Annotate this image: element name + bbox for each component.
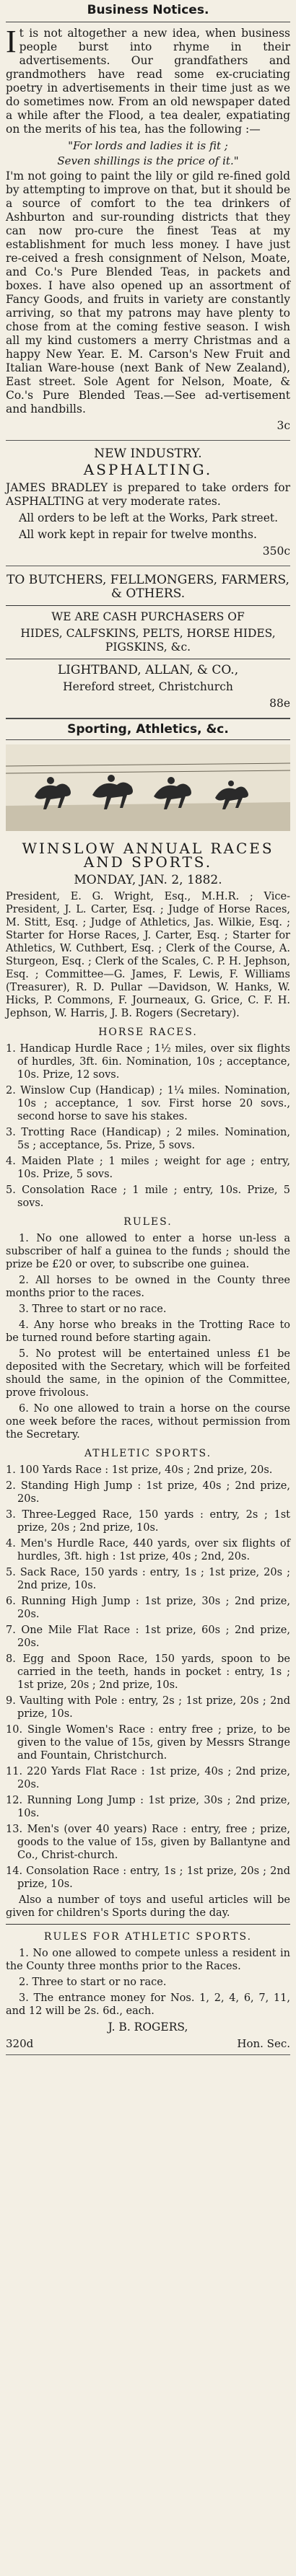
list-item: 3. Three-Legged Race, 150 yards : entry, 2s ; 1st prize, 20s ; 2nd prize, 10s. [6,1509,290,1534]
signature-title: Hon. Sec. [237,2037,290,2050]
signature-line [6,2037,290,2050]
ad-code: 350c [262,545,290,558]
horse-races-list [6,1042,290,1210]
list-item: 7. One Mile Flat Race : 1st prize, 60s ; 2nd prize, 20s. [6,1625,290,1649]
verse-line-2: Seven shillings is the price of it." [57,154,239,167]
tea-advertisement [6,22,290,441]
list-item: 8. Egg and Spoon Race, 150 yards, spoon to be carried in the teeth, hands in pocket : entry, 1s ; 1st prize, 20s ; 2nd prize, 10s. [6,1653,290,1691]
asphalt-title: ASPHALTING. [83,461,213,478]
divider [6,1924,290,1925]
list-item: 12. Running Long Jump : 1st prize, 30s ; 2nd prize, 10s. [6,1795,290,1819]
hides-firm: LIGHTBAND, ALLAN, & CO., [57,663,239,677]
list-item: 2. Standing High Jump : 1st prize, 40s ; 2nd prize, 20s. [6,1480,290,1505]
tea-intro-text: t is not altogether a new idea, when business people burst into rhyme in their advertisements. Our grandfathers and grandmothers have read some ex-cruciating poetry in advertisements in their time just as we do sometimes now. From an old newspaper dated a while after the Flood, a tea dealer, expatiating on the merits of his tea, has the following :— [6,27,290,136]
list-item: 3. Three to start or no race. [19,1304,167,1315]
asphalting-advertisement [6,441,290,566]
list-item: 2. Three to start or no race. [19,1977,167,1988]
athletic-sports-heading: ATHLETIC SPORTS. [84,1448,212,1459]
list-item: 3. Trotting Race (Handicap) ; 2 miles. Nomination, 5s ; acceptance, 5s. Prize, 5 sovs. [6,1127,290,1151]
asphalt-heading: NEW INDUSTRY. [94,447,202,461]
hides-advertisement [6,566,290,718]
list-item: 6. Running High Jump : 1st prize, 30s ; 2nd prize, 20s. [6,1596,290,1620]
rules-heading: RULES. [123,1216,173,1228]
list-item: 10. Single Women's Race : entry free ; prize, to be given to the value of 15s, given by Messrs Strange and Fountain, Christchurch. [6,1724,290,1762]
rules-list [6,1232,290,1441]
dropcap: I [6,24,17,59]
list-item: 11. 220 Yards Flat Race : 1st prize, 40s ; 2nd prize, 20s. [6,1766,290,1790]
hides-heading: TO BUTCHERS, FELLMONGERS, FARMERS, & OTHERS. [6,573,290,601]
athletic-sports-list [6,1464,290,1891]
signature-name: J. B. ROGERS, [108,2021,188,2034]
athletic-rules-list [6,1947,290,2018]
asphalt-body-2: All orders to be left at the Works, Park street. [19,511,279,524]
list-item: 1. No one allowed to enter a horse un-less a subscriber of half a guinea to the funds ; should the prize be £20 or over, to subscribe one guinea. [6,1233,290,1270]
hides-address: Hereford street, Christchurch [63,680,233,693]
races-date: MONDAY, JAN. 2, 1882. [74,873,222,887]
races-title: WINSLOW ANNUAL RACES AND SPORTS. [22,840,274,871]
hides-items: HIDES, CALFSKINS, PELTS, HORSE HIDES, PIGSKINS, &c. [20,627,276,654]
ad-code: 3c [277,419,290,432]
list-item: 5. Consolation Race ; 1 mile ; entry, 10s. Prize, 5 sovs. [6,1184,290,1209]
list-item: 1. No one allowed to compete unless a resident in the County three months prior to the Races. [6,1948,290,1972]
divider [6,605,290,606]
horse-race-engraving [6,744,290,831]
list-item: 4. Men's Hurdle Race, 440 yards, over six flights of hurdles, 3ft. high : 1st prize, 40s ; 2nd, 20s. [6,1538,290,1562]
horse-races-heading: HORSE RACES. [98,1027,198,1038]
list-item: 5. Sack Race, 150 yards : entry, 1s ; 1st prize, 20s ; 2nd prize, 10s. [6,1567,290,1591]
list-item: 5. No protest will be entertained unless £1 be deposited with the Secretary, which will be forfeited should the same, in the opinion of the Committee, prove frivolous. [6,1348,290,1399]
athletic-rules-heading: RULES FOR ATHLETIC SPORTS. [43,1931,253,1943]
list-item: 2. All horses to be owned in the County three months prior to the races. [6,1275,290,1299]
toys-note: Also a number of toys and useful articles will be given for children's Sports during the day. [6,1894,290,1919]
horse-race-illustration [6,744,290,831]
list-item: 14. Consolation Race : entry, 1s ; 1st prize, 20s ; 2nd prize, 10s. [6,1865,290,1890]
list-item: 4. Maiden Plate ; 1 miles ; weight for age ; entry, 10s. Prize, 5 sovs. [6,1156,290,1180]
list-item: 1. 100 Yards Race : 1st prize, 40s ; 2nd prize, 20s. [6,1464,273,1476]
winslow-races-advertisement [6,835,290,2055]
verse-line-1: "For lords and ladies it is fit ; [68,139,228,152]
list-item: 3. The entrance money for Nos. 1, 2, 4, 6, 7, 11, and 12 will be 2s. 6d., each. [6,1992,290,2017]
races-officials: President, E. G. Wright, Esq., M.H.R. ; Vice-President, J. L. Carter, Esq. ; Judge of Horse Races, M. Stitt, Esq. ; Judge of Athletics, Jas. Wilkie, Esq. ; Starter for Horse Races, J. Carter, Esq. ; Starter for Athletics, W. Cuthbert, Esq. ; Clerk of the Course, A. Sturgeon, Esq. ; Clerk of the Scales, C. P. H. Jephson, Esq. ; Committee—G. James, F. Lewis, F. Williams (Treasurer), R. D. Pullar —Davidson, W. Hanks, W. Hicks, P. Commons, F. Journeaux, G. Grice, C. F. H. Jephson, W. Harris, J. B. Rogers (Secretary). [6,891,290,1019]
list-item: 9. Vaulting with Pole : entry, 2s ; 1st prize, 20s ; 2nd prize, 10s. [6,1695,290,1720]
list-item: 6. No one allowed to train a horse on the course one week before the races, without permission from the Secretary. [6,1403,290,1441]
ad-code: 320d [6,2037,34,2050]
hides-purchasers: WE ARE CASH PURCHASERS OF [51,610,245,623]
list-item: 4. Any horse who breaks in the Trotting Race to be turned round before starting again. [6,1319,290,1344]
ad-code: 88e [269,697,290,710]
list-item: 2. Winslow Cup (Handicap) ; 1¼ miles. Nomination, 10s ; acceptance, 1 sov. First horse 20 sovs., second horse to save his stakes. [6,1085,290,1122]
list-item: 13. Men's (over 40 years) Race : entry, free ; prize, goods to the value of 15s, given by Ballantyne and Co., Christ-church. [6,1824,290,1861]
section-header: Business Notices. [6,0,290,22]
tea-body: I'm not going to paint the lily or gild re-fined gold by attempting to improve on that, but it should be a source of comfort to the tea drinkers of Ashburton and sur-rounding districts that they can now pro-cure the finest Teas at my establishment for much less money. I have just re-ceived a fresh consignment of Nelson, Moate, and Co.'s Pure Blended Teas, in packets and boxes. I have also opened up an assortment of Fancy Goods, and fruits in variety are constantly arriving, so that my patrons may have plenty to chose from at the coming festive season. I wish all my kind customers a merry Christmas and a happy New Year. E. M. Carson's New Fruit and Italian Ware-house (next Bank of New Zealand), East street. Sole Agent for Nelson, Moate, & Co.'s Pure Blended Teas.—See ad-vertisement and handbills. [6,170,290,416]
tea-intro [6,24,290,136]
asphalt-body-3: All work kept in repair for twelve months. [19,528,257,541]
sporting-header: Sporting, Athletics, &c. [6,718,290,740]
list-item: 1. Handicap Hurdle Race ; 1½ miles, over six flights of hurdles, 3ft. 6in. Nomination, 10s ; acceptance, 10s. Prize, 12 sovs. [6,1043,290,1081]
asphalt-body-1: JAMES BRADLEY is prepared to take orders for ASPHALTING at very moderate rates. [6,481,290,508]
